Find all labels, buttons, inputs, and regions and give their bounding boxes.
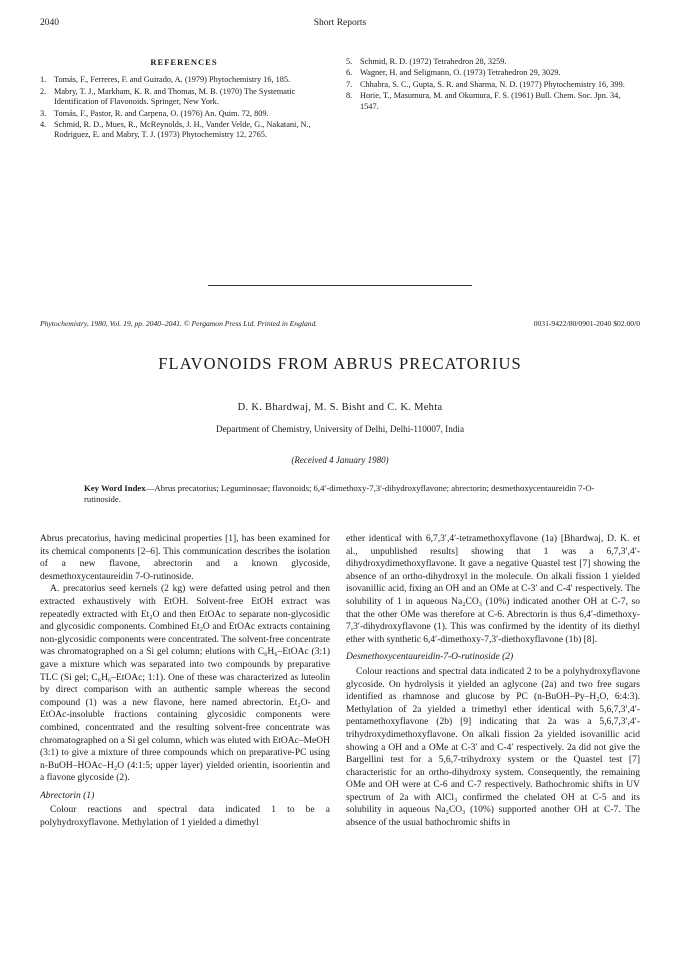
keywords-label: Key Word Index: [84, 483, 146, 493]
body-paragraph: A. precatorius seed kernels (2 kg) were defatted using petrol and then extracted exhaustively with EtOH. Solvent-free EtOH extract was repeatedly extracted with Et₂O and then EtOAc to separate non-glycosidic and glycosidic components. Combined Et₂O and EtOAc extracts containing non-glycosidic components were concentrated. The solvent-free concentrate was chromatographed on a Si gel column; elutions with C₆H₆–EtOAc (3:1) gave a mixture which was separated into two compounds by preparative TLC (Si gel; C₆H₆–EtOAc; 1:1). One of these was characterized as luteolin by direct comparison with an authentic sample whereas the second compound (1) was a new flavone, here named abrectorin. Et₂O- and EtOAc-insoluble fractions containing glycosidic components were combined, concentrated and the resulting solvent-free concentrate was chromatographed on a Si gel column, which was eluted with EtOAc–MeOH (3:1) to give a mixture of three compounds which on preparative-PC using n-BuOH–HOAc–H₂O (4:1:5; upper layer) yielded orientin, isoorientin and a flavone glycoside (2).: [40, 584, 330, 784]
reference-item: 4. Schmid, R. D., Mues, R., McReynolds, J. H., Vander Velde, G., Nakatani, N., Rodriguez, E. and Mabry, T. J. (1973) Phytochemistry 12, 2765.: [40, 120, 311, 140]
keywords-text: —Abrus precatorius; Leguminosae; flavonoids; 6,4′-dimethoxy-7,3′-dihydroxyflavone; abrectorin; desmethoxycentaureidin 7-O-rutinoside.: [84, 483, 595, 504]
reference-item: 5. Schmid, R. D. (1972) Tetrahedron 28, 3259.: [346, 57, 507, 66]
article-authors: D. K. Bhardwaj, M. S. Bisht and C. K. Mehta: [237, 402, 443, 413]
section-heading: Abrectorin (1): [40, 790, 95, 801]
article-affiliation: Department of Chemistry, University of Delhi, Delhi-110007, India: [215, 424, 465, 434]
reference-item: 6. Wagner, H. and Seligmann, O. (1973) Tetrahedron 29, 3029.: [346, 68, 561, 78]
article-title: FLAVONOIDS FROM ABRUS PRECATORIUS: [158, 354, 522, 373]
body-left-column: [40, 533, 330, 830]
body-paragraph: Colour reactions and spectral data indicated 1 to be a polyhydroxyflavone. Methylation of 1 yielded a dimethyl: [40, 805, 330, 829]
references-right: [346, 57, 640, 113]
body-paragraph: Colour reactions and spectral data indicated 2 to be a polyhydroxyflavone glycoside. On hydrolysis it yielded an aglycone (2a) and two free sugars identified as rhamnose and glucose by PC (n-BuOH–Py–H₂O, 6:4:3). Methylation of 2a yielded a trimethyl ether identical with 5,6,7,3′,4′-pentamethoxyflavone (2b) [9] indicating that 2a was a 5,6,7,3′,4′-trihydroxydimethoxyflavone. On alkali fission 2a yielded isovanillic acid showing a OH and a OMe at C-3′ and C-4′ respectively. 2a did not give the Bargellini test for a 5,6,7-trihydroxy system or the Quastel test [7] characteristic for an ortho-dihydroxy system. Consequently, the remaining OMe and OH were at C-6 and C-7 respectively. Bathochromic shifts in UV spectrum of 2a with AlCl₃ confirmed the chelated OH at C-5 and its solubility in aqueous Na₂CO₃ (10%) supported another OH at C-7. The absence of the usual bathochromic shifts in: [346, 666, 640, 829]
reference-item: 2. Mabry, T. J., Markham, K. R. and Thomas, M. B. (1970) The Systematic Identification of Flavonoids. Springer, New York.: [40, 86, 296, 107]
citation-left: Phytochemistry, 1980, Vol. 19, pp. 2040–2041. © Pergamon Press Ltd. Printed in England.: [40, 319, 318, 328]
section-divider: [208, 285, 472, 286]
reference-item: 3. Tomás, F., Pastor, R. and Carpena, O. (1976) An. Quim. 72, 809.: [40, 108, 269, 118]
key-word-index: [84, 483, 604, 505]
body-right-column: [346, 533, 640, 830]
reference-item: 7. Chhabra, S. C., Gupta, S. R. and Sharma, N. D. (1977) Phytochemistry 16, 399.: [346, 79, 625, 89]
citation-code: 0031-9422/80/0901-2040 $02.00/0: [533, 319, 640, 328]
references-left: [40, 57, 328, 142]
section-heading: Desmethoxycentaureidin-7-O-rutinoside (2): [346, 652, 514, 663]
journal-citation: [40, 319, 640, 328]
page-header: [40, 18, 640, 32]
body-paragraph: Abrus precatorius, having medicinal properties [1], has been examined for its chemical components [2–6]. This communication describes the isolation of a new flavone, abrectorin and a known glycoside, desmethoxycentaureidin 7-O-rutinoside.: [40, 534, 330, 582]
references-heading: REFERENCES: [150, 57, 218, 67]
page-number: 2040: [40, 18, 59, 28]
running-title: Short Reports: [313, 18, 367, 28]
body-paragraph: ether identical with 6,7,3′,4′-tetramethoxyflavone (1a) [Bhardwaj, D. K. et al., unpublished results] showing that 1 was a 6,7,3′,4′-dihydroxydimethoxyflavone. It gave a negative Quastel test [7] showing the absence of an ortho-dihydroxyl in the molecule. On alkali fission 1 yielded isovanillic acid, fixing an OH and an OMe at C-3′ and C-4′ respectively. The solubility of 1 in aqueous Na₂CO₃ (10%) indicated another OH at C-7, so that the other OMe was therefore at C-6. Abrectorin is thus 6,4′-dimethoxy-7,3′-dihydroxyflavone (1). This was confirmed by the identity of its diethyl ether with synthetic 6,4′-dimethoxy-7,3′-diethoxyflavone (1b) [8].: [346, 534, 640, 645]
reference-item: 1. Tomás, F., Ferreres, F. and Guirado, A. (1979) Phytochemistry 16, 185.: [40, 75, 291, 85]
reference-item: 8. Horie, T., Masumura, M. and Okumura, F. S. (1961) Bull. Chem. Soc. Jpn. 34, 1547.: [346, 91, 621, 111]
received-date: (Received 4 January 1980): [291, 455, 389, 465]
